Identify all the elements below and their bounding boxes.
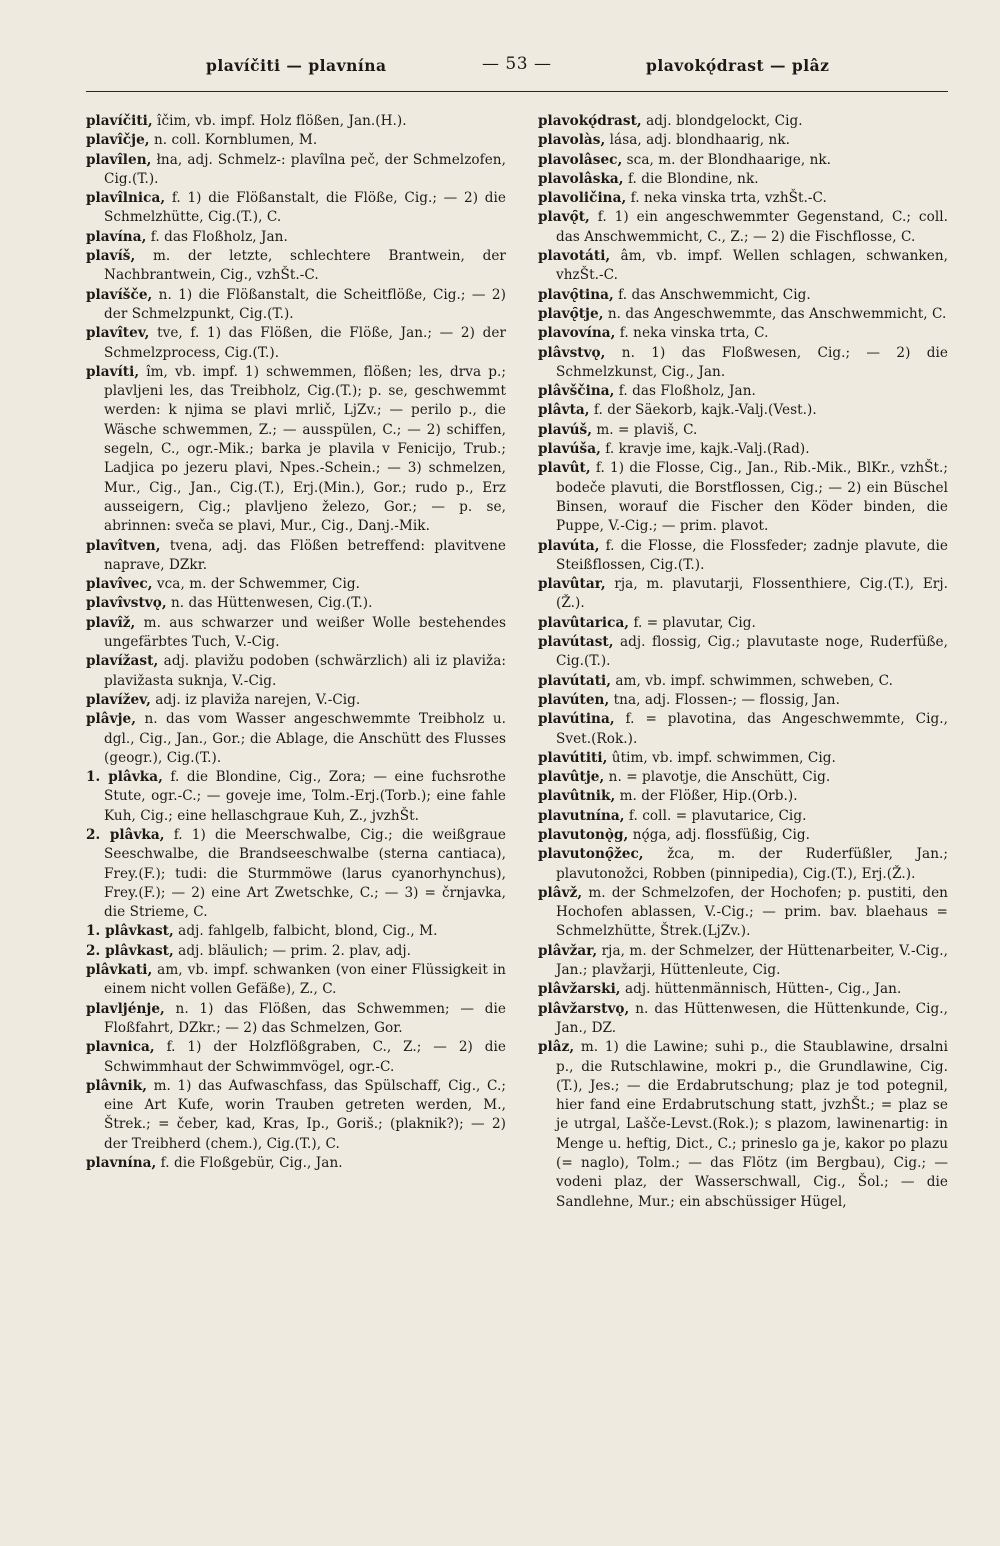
entry-headword: plâvstvǫ,: [538, 344, 606, 361]
entry-headword: plavutonǫ̑žec,: [538, 846, 644, 863]
entry-headword: plavîčje,: [86, 132, 150, 149]
entry-definition: f. 1) die Meerschwalbe, Cig.; die weißgraue Seeschwalbe, die Brandseeschwalbe (sterna cantiaca), Frey.(F.); tudi: die Sturmmöwe (larus cyanorhynchus), Frey.(F.); — 2) eine Art Zwetschke, C.; — 3) = črnjavka, die Strieme, C.: [104, 826, 507, 921]
entry-headword: plavîvstvǫ,: [86, 595, 167, 612]
entry-headword: plavîvec,: [86, 576, 153, 593]
dictionary-entry: [538, 286, 948, 305]
dictionary-entry: [538, 710, 948, 749]
dictionary-entry: [538, 459, 948, 536]
dictionary-entry: [538, 131, 948, 150]
dictionary-entry: [538, 942, 948, 981]
entry-headword: plavútina,: [538, 711, 615, 728]
dictionary-entry: [538, 1038, 948, 1212]
entry-definition: m. aus schwarzer und weißer Wolle bestehendes ungefärbtes Tuch, V.-Cig.: [104, 614, 506, 651]
entry-headword: plavûtarica,: [538, 614, 630, 631]
dictionary-entry: [538, 382, 948, 401]
entry-headword: plavǫ̑tina,: [538, 286, 614, 303]
dictionary-entry: [86, 228, 506, 247]
entry-definition: îm, vb. impf. 1) schwemmen, flößen; les, drva p.; plavljeni les, das Treibholz, Cig.(T.); p. se, geschwemmt werden: k njima se plavi mrlič, LjZv.; — perilo p., die Wäsche schwemmen, Z.; — ausspülen, C.; — 2) schiffen, segeln, C., ogr.-Mik.; barka je plavila v Fenicijo, Trub.; Ladjica po jezeru plavi, Npes.-Schein.; — 3) schmelzen, Mur., Cig., Jan., Cig.(T.), Erj.(Min.), Gor.; rudo p., Erz ausseigern, Cig.; plavljeno železo, Gor.; — p. se, abrinnen: sveča se plavi, Mur., Cig., Danj.-Mik.: [104, 363, 506, 535]
entry-headword: plavutnína,: [538, 807, 625, 824]
entry-definition: f. neka vinska trta, C.: [615, 325, 769, 342]
entry-definition: n. 1) das Flößen, das Schwemmen; — die Floßfahrt, DZkr.; — 2) das Schmelzen, Gor.: [104, 1000, 506, 1036]
entry-headword: plâvž,: [538, 884, 583, 901]
entry-headword: plavûtar,: [538, 576, 606, 593]
dictionary-entry: [538, 151, 948, 170]
dictionary-entry: [538, 344, 948, 383]
dictionary-entry: [538, 787, 948, 806]
entry-definition: m. = plaviš, C.: [592, 421, 698, 438]
entry-definition: f. der Säekorb, kajk.-Valj.(Vest.).: [589, 402, 817, 419]
dictionary-entry: [86, 922, 506, 941]
entry-definition: tvena, adj. das Flößen betreffend: plavitvene naprave, DZkr.: [104, 537, 506, 573]
entry-definition: n. das Hüttenwesen, Cig.(T.).: [166, 595, 373, 612]
dictionary-entry: [538, 575, 948, 614]
dictionary-entry: [538, 112, 948, 131]
entry-headword: plavútast,: [538, 634, 614, 651]
entry-definition: rja, m. der Schmelzer, der Hüttenarbeiter, V.-Cig., Jan.; plavžarji, Hüttenleute, Cig.: [556, 942, 948, 979]
entry-headword: plavíšče,: [86, 286, 153, 303]
dictionary-entry: [86, 768, 506, 826]
entry-headword: plavúš,: [538, 421, 592, 438]
entry-definition: f. = plavutar, Cig.: [629, 614, 756, 631]
entry-definition: f. 1) ein angeschwemmter Gegenstand, C.; coll. das Anschwemmicht, C., Z.; — 2) die Fischflosse, C.: [556, 209, 948, 245]
dictionary-entry: [538, 980, 948, 999]
dictionary-entry: [86, 131, 506, 150]
entry-headword: plavotáti,: [538, 248, 611, 265]
entry-headword: plavǫ̑t,: [538, 209, 590, 226]
entry-headword: plavût,: [538, 460, 591, 477]
entry-headword: plavútiti,: [538, 749, 608, 766]
entry-definition: ûtim, vb. impf. schwimmen, Cig.: [607, 749, 836, 766]
entry-headword: plavolàs,: [538, 132, 606, 149]
dictionary-columns: [86, 112, 948, 1532]
entry-definition: am, vb. impf. schwanken (von einer Flüssigkeit in einem nicht vollen Gefäße), Z., C.: [104, 962, 506, 998]
dictionary-entry: [538, 247, 948, 286]
entry-headword: plâvžarstvǫ,: [538, 1000, 630, 1017]
entry-definition: nǫ́ga, adj. flossfüßig, Cig.: [628, 826, 810, 843]
dictionary-entry: [86, 961, 506, 1000]
entry-headword: plavíčiti,: [86, 113, 153, 129]
entry-definition: f. neka vinska trta, vzhŠt.-C.: [626, 190, 827, 207]
entry-headword: plavnína,: [86, 1155, 157, 1172]
entry-headword: plavîtven,: [86, 537, 161, 554]
entry-definition: f. 1) die Flößanstalt, die Flöße, Cig.; — 2) die Schmelzhütte, Cig.(T.), C.: [104, 190, 506, 226]
right-column: [538, 112, 948, 1212]
entry-definition: f. = plavotina, das Angeschwemmte, Cig., Svet.(Rok.).: [556, 711, 948, 747]
entry-headword: plavǫ̑tje,: [538, 305, 604, 322]
entry-headword: plâvžar,: [538, 942, 598, 959]
running-header: [86, 56, 948, 96]
dictionary-entry: [538, 691, 948, 710]
dictionary-entry: [86, 151, 506, 190]
entry-definition: f. das Floßholz, Jan.: [614, 383, 756, 400]
entry-headword: 2. plâvkast,: [86, 942, 174, 959]
entry-headword: plavíti,: [86, 363, 140, 380]
entry-definition: n. das Angeschwemmte, das Anschwemmicht, C.: [603, 305, 947, 322]
entry-headword: plâvkati,: [86, 962, 153, 979]
entry-headword: plavîlen,: [86, 151, 152, 168]
entry-headword: plavolâska,: [538, 170, 624, 187]
entry-definition: adj. bläulich; — prim. 2. plav, adj.: [173, 942, 411, 959]
dictionary-entry: [86, 942, 506, 961]
dictionary-entry: [86, 614, 506, 653]
entry-headword: plavútati,: [538, 672, 612, 689]
entry-definition: m. der Schmelzofen, der Hochofen; p. pustiti, den Hochofen ablassen, V.-Cig.; — prim. bav. blaehaus = Schmelzhütte, Štrek.(LjZv.).: [556, 884, 948, 940]
entry-headword: plavutonǫ̀g,: [538, 826, 629, 843]
dictionary-entry: [538, 401, 948, 420]
entry-definition: rja, m. plavutarji, Flossenthiere, Cig.(T.), Erj.(Ž.).: [556, 576, 948, 612]
entry-headword: plâz,: [538, 1039, 575, 1056]
entry-definition: m. der letzte, schlechtere Brantwein, der Nachbrantwein, Cig., vzhŠt.-C.: [104, 248, 506, 284]
dictionary-entry: [538, 807, 948, 826]
entry-definition: vca, m. der Schwemmer, Cig.: [152, 576, 361, 593]
entry-definition: f. kravje ime, kajk.-Valj.(Rad).: [600, 441, 810, 458]
entry-definition: îčim, vb. impf. Holz flößen, Jan.(H.).: [152, 113, 407, 129]
entry-definition: n. das Hüttenwesen, die Hüttenkunde, Cig., Jan., DZ.: [556, 1000, 948, 1036]
entry-headword: 1. plâvkast,: [86, 923, 174, 940]
entry-definition: am, vb. impf. schwimmen, schweben, C.: [611, 672, 893, 689]
dictionary-entry: [538, 170, 948, 189]
dictionary-entry: [86, 1038, 506, 1077]
dictionary-entry: [86, 1000, 506, 1039]
entry-headword: plavîtev,: [86, 325, 150, 342]
dictionary-entry: [538, 189, 948, 208]
dictionary-entry: [86, 691, 506, 710]
dictionary-entry: [538, 845, 948, 884]
dictionary-entry: [86, 575, 506, 594]
entry-definition: m. 1) die Lawine; suhi p., die Staublawine, drsalni p., die Rutschlawine, mokri p., die Grundlawine, Cig.(T.), Jes.; — die Erdabrutschung; plaz je tod potegnil, hier fand eine Erdabrutschung statt, jvzhŠt.; = plaz se je utrgal, Lašče-Levst.(Rok.); s plazom, lawinenartig: in Menge u. heftig, Dict., C.; prineslo ga je, kakor po plazu (= naglo), Tolm.; — das Flötz (im Bergbau), Cig.; — vodeni plaz, der Wasserschwall, Cig., Šol.; — die Sandlehne, Mur.; ein abschüssiger Hügel,: [556, 1039, 948, 1210]
entry-headword: plavína,: [86, 228, 147, 245]
dictionary-entry: [86, 710, 506, 768]
header-rule: [86, 91, 948, 92]
entry-definition: n. 1) die Flößanstalt, die Scheitflöße, Cig.; — 2) der Schmelzpunkt, Cig.(T.).: [104, 286, 506, 322]
dictionary-entry: [538, 1000, 948, 1039]
entry-definition: m. der Flößer, Hip.(Orb.).: [615, 788, 798, 805]
entry-definition: f. das Floßholz, Jan.: [146, 228, 288, 245]
dictionary-entry: [86, 1154, 506, 1173]
entry-definition: adj. plavižu podoben (schwärzlich) ali iz plaviža: plavižasta suknja, V.-Cig.: [104, 653, 506, 689]
dictionary-entry: [538, 884, 948, 942]
entry-headword: plavokǫ́drast,: [538, 113, 642, 129]
entry-headword: plavnica,: [86, 1039, 155, 1056]
entry-headword: plavížast,: [86, 653, 159, 670]
entry-headword: plavúta,: [538, 537, 600, 554]
entry-headword: plâvščina,: [538, 383, 615, 400]
dictionary-entry: [538, 768, 948, 787]
entry-headword: plavúša,: [538, 441, 601, 458]
dictionary-entry: [86, 286, 506, 325]
dictionary-entry: [86, 189, 506, 228]
dictionary-entry: [538, 537, 948, 576]
entry-definition: adj. flossig, Cig.; plavutaste noge, Ruderfüße, Cig.(T.).: [556, 634, 948, 670]
entry-definition: tna, adj. Flossen-; — flossig, Jan.: [609, 691, 840, 708]
dictionary-entry: [538, 614, 948, 633]
dictionary-entry: [538, 440, 948, 459]
dictionary-entry: [86, 537, 506, 576]
entry-definition: n. das vom Wasser angeschwemmte Treibholz u. dgl., Cig., Jan., Gor.; die Ablage, die Anschütt des Flusses (geogr.), Cig.(T.).: [104, 711, 506, 766]
entry-headword: plavíš,: [86, 248, 136, 265]
entry-definition: f. die Flosse, die Flossfeder; zadnje plavute, die Steißflossen, Cig.(T.).: [556, 537, 948, 573]
dictionary-entry: [538, 421, 948, 440]
entry-headword: plavížev,: [86, 691, 151, 708]
entry-headword: plavovína,: [538, 325, 616, 342]
entry-headword: plavûtje,: [538, 769, 605, 786]
entry-definition: tve, f. 1) das Flößen, die Flöße, Jan.; — 2) der Schmelzprocess, Cig.(T.).: [104, 325, 506, 361]
dictionary-entry: [86, 1077, 506, 1154]
entry-headword: plâvžarski,: [538, 981, 621, 998]
dictionary-entry: [538, 826, 948, 845]
dictionary-entry: [538, 633, 948, 672]
entry-definition: lása, adj. blondhaarig, nk.: [605, 132, 790, 149]
entry-headword: plâvje,: [86, 711, 137, 728]
dictionary-entry: [86, 363, 506, 537]
entry-definition: adj. blondgelockt, Cig.: [641, 113, 803, 129]
entry-definition: sca, m. der Blondhaarige, nk.: [622, 151, 832, 168]
entry-headword: 2. plâvka,: [86, 826, 165, 843]
entry-definition: âm, vb. impf. Wellen schlagen, schwanken, vhzŠt.-C.: [556, 248, 948, 284]
left-column: [86, 112, 506, 1173]
entry-definition: f. das Anschwemmicht, Cig.: [613, 286, 811, 303]
entry-definition: adj. hüttenmännisch, Hütten-, Cig., Jan.: [620, 981, 902, 998]
entry-headword: plavúten,: [538, 691, 610, 708]
entry-definition: n. 1) das Floßwesen, Cig.; — 2) die Schmelzkunst, Cig., Jan.: [556, 344, 948, 380]
dictionary-entry: [538, 749, 948, 768]
entry-definition: f. 1) die Flosse, Cig., Jan., Rib.-Mik., BlKr., vzhŠt.; bodeče plavuti, die Borstflossen, Cig.; — 2) ein Büschel Binsen, worauf die Fischer den Köder binden, die Puppe, V.-Cig.; — prim. plavot.: [556, 460, 948, 535]
page-number: — 53 —: [482, 54, 552, 74]
entry-headword: plavîž,: [86, 614, 136, 631]
entry-definition: łna, adj. Schmelz-: plavîlna peč, der Schmelzofen, Cig.(T.).: [104, 151, 506, 187]
entry-definition: f. die Blondine, Cig., Zora; — eine fuchsrothe Stute, ogr.-C.; — goveje ime, Tolm.-Erj.(Torb.); eine fahle Kuh, Cig.; eine hellaschgraue Kuh, Z., jvzhŠt.: [104, 769, 506, 824]
entry-headword: plâvnik,: [86, 1077, 147, 1094]
entry-headword: plâvta,: [538, 402, 590, 419]
header-left-range: plavíčiti — plavnína: [206, 56, 387, 75]
entry-definition: f. coll. = plavutarice, Cig.: [624, 807, 807, 824]
dictionary-entry: [86, 324, 506, 363]
dictionary-entry: [86, 594, 506, 613]
entry-definition: adj. fahlgelb, falbicht, blond, Cig., M.: [173, 923, 438, 940]
dictionary-entry: [86, 652, 506, 691]
entry-headword: plavîlnica,: [86, 190, 166, 207]
dictionary-entry: [86, 247, 506, 286]
entry-headword: plavoličina,: [538, 190, 627, 207]
entry-headword: plavûtnik,: [538, 788, 616, 805]
entry-definition: f. die Floßgebür, Cig., Jan.: [156, 1155, 343, 1172]
header-right-range: plavokǫ́drast — plâz: [646, 56, 830, 75]
entry-definition: f. die Blondine, nk.: [623, 170, 759, 187]
dictionary-entry: [538, 672, 948, 691]
dictionary-entry: [86, 112, 506, 131]
dictionary-entry: [86, 826, 506, 922]
entry-definition: adj. iz plaviža narejen, V.-Cig.: [150, 691, 361, 708]
dictionary-entry: [538, 305, 948, 324]
entry-headword: 1. plâvka,: [86, 769, 163, 786]
entry-definition: n. = plavotje, die Anschütt, Cig.: [604, 769, 831, 786]
entry-headword: plavljénje,: [86, 1000, 165, 1017]
dictionary-entry: [538, 324, 948, 343]
entry-headword: plavolâsec,: [538, 151, 623, 168]
entry-definition: m. 1) das Aufwaschfass, das Spülschaff, Cig., C.; eine Art Kufe, worin Trauben getreten werden, M., Štrek.; = čeber, kad, Kras, Ip., Goriš.; (plaknik?); — 2) der Treibherd (chem.), Cig.(T.), C.: [104, 1077, 506, 1152]
entry-definition: žca, m. der Ruderfüßler, Jan.; plavutonožci, Robben (pinnipedia), Cig.(T.), Erj.(Ž.).: [556, 846, 948, 882]
dictionary-entry: [538, 208, 948, 247]
entry-definition: n. coll. Kornblumen, M.: [149, 132, 318, 149]
entry-definition: f. 1) der Holzflößgraben, C., Z.; — 2) die Schwimmhaut der Schwimmvögel, ogr.-C.: [104, 1039, 506, 1075]
